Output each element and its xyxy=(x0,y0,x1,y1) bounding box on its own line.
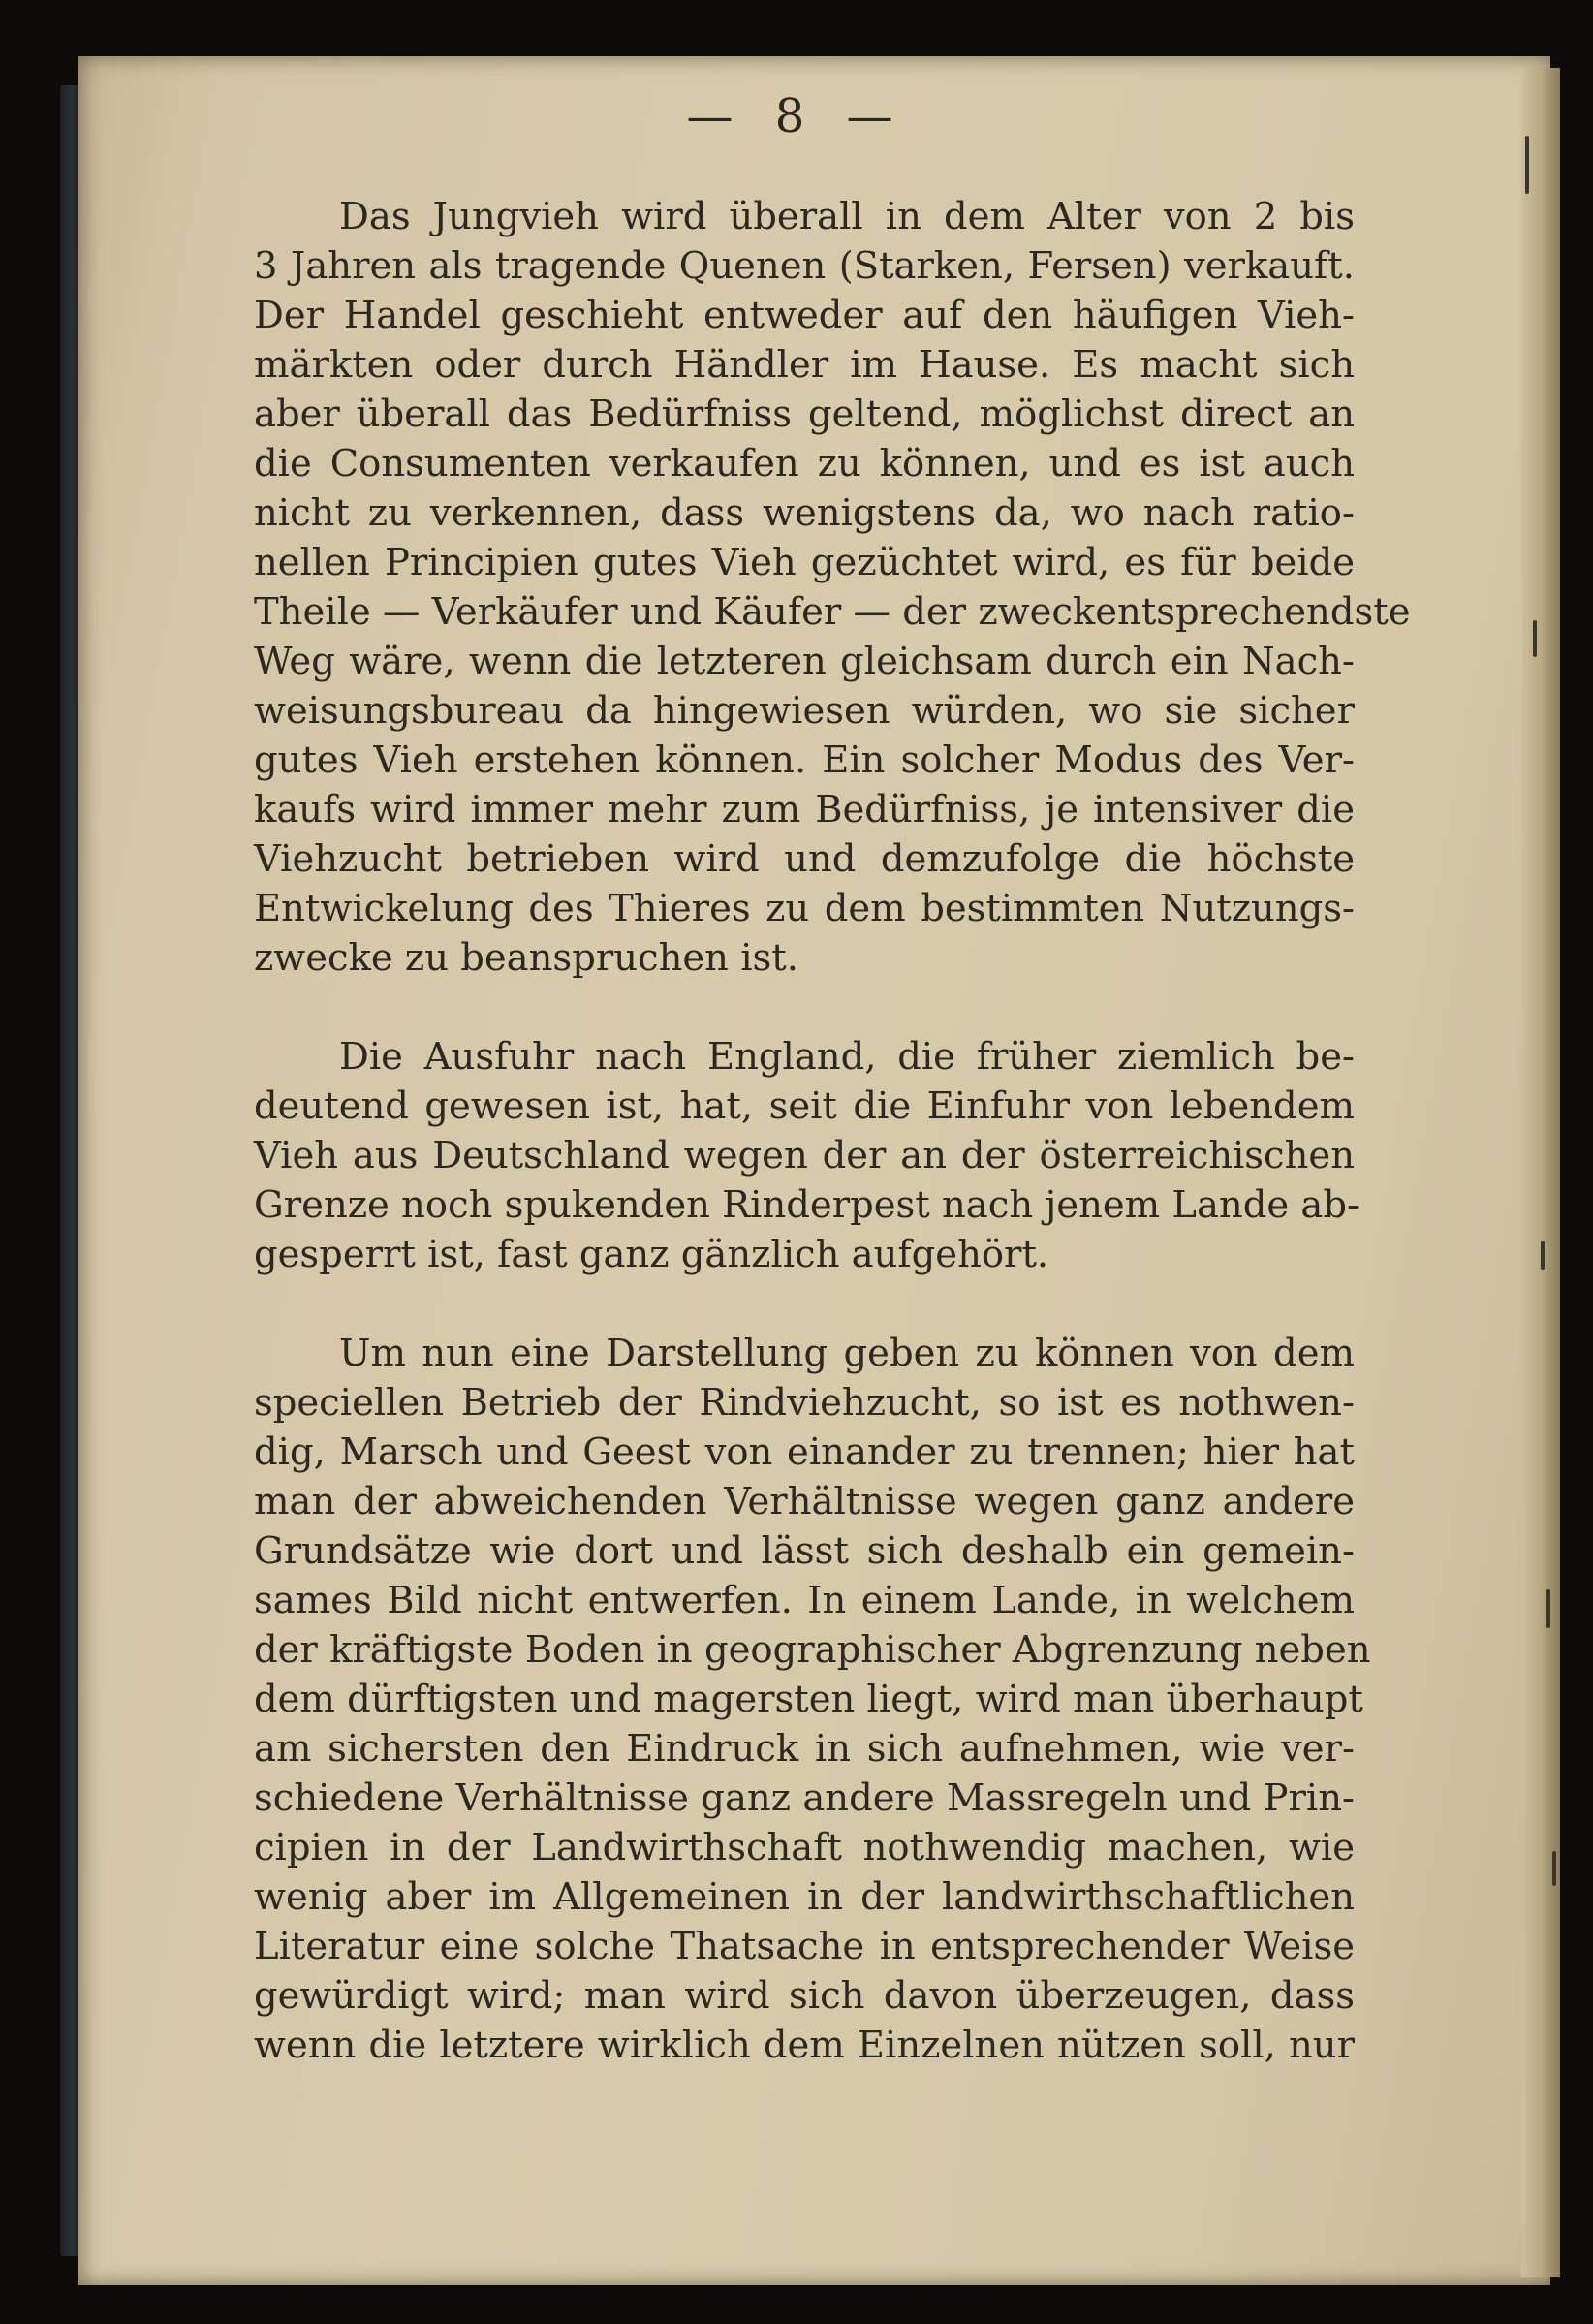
text-line: 3 Jahren als tragende Quenen (Starken, Fersen) verkauft. xyxy=(254,244,1355,288)
text-line: weisungsbureau da hingewiesen würden, wo sie sicher xyxy=(254,689,1355,733)
text-line: Entwickelung des Thieres zu dem bestimmten Nutzungs- xyxy=(254,887,1355,930)
text-line: speciellen Betrieb der Rindviehzucht, so ist es nothwen- xyxy=(254,1381,1355,1425)
text-line: Das Jungvieh wird überall in dem Alter von 2 bis xyxy=(339,195,1355,238)
margin-mark xyxy=(1533,620,1537,657)
paragraph-3 xyxy=(254,1329,1371,2070)
text-line: deutend gewesen ist, hat, seit die Einfuhr von lebendem xyxy=(254,1084,1355,1128)
page-number: — 8 — xyxy=(686,89,907,143)
text-line: sames Bild nicht entwerfen. In einem Lande, in welchem xyxy=(254,1579,1355,1622)
text-line: am sichersten den Eindruck in sich aufnehmen, wie ver- xyxy=(254,1727,1355,1771)
margin-mark xyxy=(1552,1851,1556,1886)
text-line: dig, Marsch und Geest von einander zu trennen; hier hat xyxy=(254,1430,1355,1474)
text-line: der kräftigste Boden in geographischer Abgrenzung neben xyxy=(254,1628,1371,1672)
text-line: Die Ausfuhr nach England, die früher ziemlich be- xyxy=(339,1035,1355,1079)
text-line: märkten oder durch Händler im Hause. Es macht sich xyxy=(254,343,1355,387)
text-line: wenig aber im Allgemeinen in der landwirthschaftlichen xyxy=(254,1875,1355,1919)
text-line: Literatur eine solche Thatsache in entsprechender Weise xyxy=(254,1925,1355,1968)
page-right-edge xyxy=(1521,68,1560,2277)
margin-mark xyxy=(1546,1589,1550,1628)
text-line: cipien in der Landwirthschaft nothwendig machen, wie xyxy=(254,1826,1355,1869)
text-line: Grenze noch spukenden Rinderpest nach jenem Lande ab- xyxy=(254,1183,1359,1227)
text-line: Grundsätze wie dort und lässt sich deshalb ein gemein- xyxy=(254,1529,1355,1573)
text-line: wenn die letztere wirklich dem Einzelnen nützen soll, nur xyxy=(254,2024,1355,2067)
text-line: Theile — Verkäufer und Käufer — der zweckentsprechendste xyxy=(254,590,1411,634)
text-line: zwecke zu beanspruchen ist. xyxy=(254,936,798,980)
text-line: gesperrt ist, fast ganz gänzlich aufgehört. xyxy=(254,1233,1049,1276)
text-line: nicht zu verkennen, dass wenigstens da, wo nach ratio- xyxy=(254,491,1355,535)
text-line: schiedene Verhältnisse ganz andere Massregeln und Prin- xyxy=(254,1776,1355,1820)
text-line: gutes Vieh erstehen können. Ein solcher Modus des Ver- xyxy=(254,738,1355,782)
text-line: kaufs wird immer mehr zum Bedürfniss, je intensiver die xyxy=(254,788,1355,832)
text-line: nellen Principien gutes Vieh gezüchtet wird, es für beide xyxy=(254,541,1355,584)
text-line: aber überall das Bedürfniss geltend, möglichst direct an xyxy=(254,393,1355,436)
margin-mark xyxy=(1525,136,1529,194)
text-line: Um nun eine Darstellung geben zu können von dem xyxy=(339,1332,1355,1375)
text-line: dem dürftigsten und magersten liegt, wird man überhaupt xyxy=(254,1678,1363,1721)
text-line: man der abweichenden Verhältnisse wegen ganz andere xyxy=(254,1480,1355,1523)
text-line: gewürdigt wird; man wird sich davon überzeugen, dass xyxy=(254,1974,1355,2018)
margin-mark xyxy=(1541,1241,1545,1270)
paragraph-1 xyxy=(254,192,1411,983)
text-line: die Consumenten verkaufen zu können, und es ist auch xyxy=(254,442,1355,486)
text-line: Viehzucht betrieben wird und demzufolge die höchste xyxy=(254,837,1355,881)
text-line: Weg wäre, wenn die letzteren gleichsam durch ein Nach- xyxy=(254,640,1355,683)
text-line: Der Handel geschieht entweder auf den häufigen Vieh- xyxy=(254,294,1355,337)
text-line: Vieh aus Deutschland wegen der an der österreichischen xyxy=(254,1134,1355,1178)
page-body-text xyxy=(254,192,1411,2120)
paragraph-2 xyxy=(254,1032,1359,1279)
